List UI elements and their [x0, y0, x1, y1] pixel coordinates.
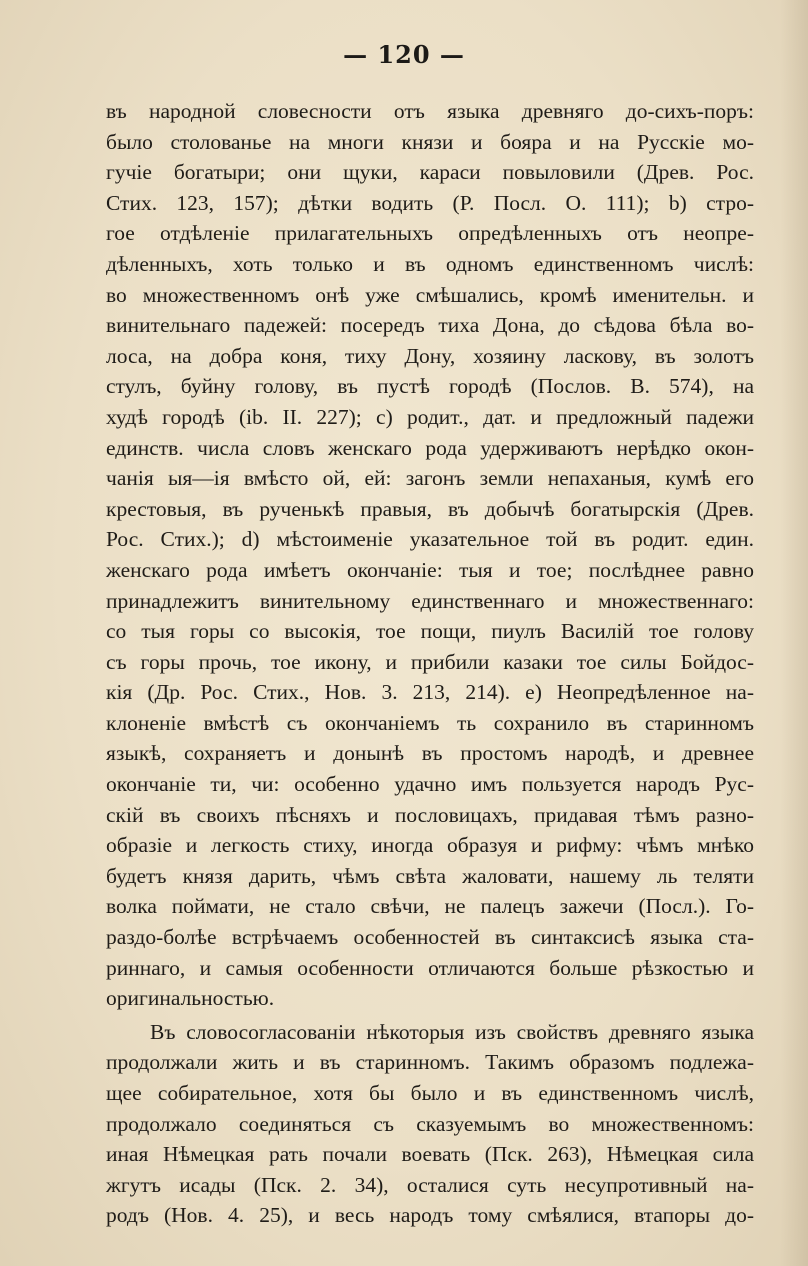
text-line: винительнаго падежей: посередъ тиха Дона, до сѣдова бѣла во-: [106, 313, 754, 338]
text-line: единств. числа словъ женскаго рода удерживаютъ нерѣдко окон-: [106, 435, 754, 460]
text-line: родъ (Нов. 4. 25), и весь народъ тому смѣялися, втапоры до-: [106, 1203, 754, 1228]
text-line: принадлежитъ винительному единственнаго и множественнаго:: [106, 588, 754, 613]
text-line: дѣленныхъ, хоть только и въ одномъ единственномъ числѣ:: [106, 251, 754, 276]
text-line: раздо-болѣе встрѣчаемъ особенностей въ синтаксисѣ языка ста-: [106, 925, 754, 950]
text-line: продолжали жить и въ старинномъ. Такимъ образомъ подлежа-: [106, 1050, 754, 1075]
paragraph-1: [106, 96, 754, 1014]
text-line: со тыя горы со высокія, тое пощи, пиулъ Василій тое голову: [106, 619, 754, 644]
text-line: Рос. Стих.); d) мѣстоименіе указательное той въ родит. един.: [106, 527, 754, 552]
text-line: кія (Др. Рос. Стих., Нов. 3. 213, 214). e) Неопредѣленное на-: [106, 680, 754, 705]
text-line: во множественномъ онѣ уже смѣшались, кромѣ именительн. и: [106, 282, 754, 307]
text-line: гое отдѣленіе прилагательныхъ опредѣленныхъ отъ неопре-: [106, 221, 754, 246]
text-line: было столованье на многи князи и бояра и на Русскіе мо-: [106, 129, 754, 154]
page-edge-shadow: [780, 0, 808, 1266]
text-line: образіе и легкость стиху, иногда образуя и рифму: чѣмъ мнѣко: [106, 833, 754, 858]
text-line: крестовыя, въ рученькѣ правыя, въ добычѣ богатырскія (Древ.: [106, 496, 754, 521]
text-line: стулъ, буйну голову, въ пустѣ городѣ (Послов. В. 574), на: [106, 374, 754, 399]
text-line: волка поймати, не стало свѣчи, не палецъ зажечи (Посл.). Го-: [106, 894, 754, 919]
text-line: съ горы прочь, тое икону, и прибили казаки тое силы Бойдос-: [106, 649, 754, 674]
text-line: лоса, на добра коня, тиху Дону, хозяину ласкову, въ золотъ: [106, 343, 754, 368]
text-line: скій въ своихъ пѣсняхъ и пословицахъ, придавая тѣмъ разно-: [106, 802, 754, 827]
page-number: — 120 —: [343, 40, 465, 69]
text-line: клоненіе вмѣстѣ съ окончаніемъ ть сохранило въ старинномъ: [106, 710, 754, 735]
text-line: оригинальностью.: [106, 986, 275, 1011]
text-line: Стих. 123, 157); дѣтки водить (Р. Посл. О. 111); b) стро-: [106, 190, 754, 215]
text-line: щее собирательное, хотя бы было и въ единственномъ числѣ,: [106, 1081, 754, 1105]
text-line: въ народной словесности отъ языка древняго до-сихъ-поръ:: [106, 99, 754, 123]
text-line: окончаніе ти, чи: особенно удачно имъ пользуется народъ Рус-: [106, 772, 754, 797]
page-body: [106, 96, 754, 1231]
text-line: худѣ городѣ (ib. II. 227); c) родит., дат. и предложный падежи: [106, 404, 754, 429]
text-line: гучіе богатыри; они щуки, караси повыловили (Древ. Рос.: [106, 160, 754, 185]
text-line: чанія ыя—ія вмѣсто ой, ей: загонъ земли непаханыя, кумѣ его: [106, 466, 754, 491]
text-line: иная Нѣмецкая рать почали воевать (Пск. 263), Нѣмецкая сила: [106, 1142, 754, 1167]
text-line: продолжало соединяться съ сказуемымъ во множественномъ:: [106, 1111, 754, 1136]
paragraph-2: [106, 1017, 754, 1231]
text-line: Въ словосогласованіи нѣкоторыя изъ свойствъ древняго языка: [150, 1019, 754, 1044]
text-line: риннаго, и самыя особенности отличаются больше рѣзкостью и: [106, 955, 754, 980]
text-line: жгутъ исады (Пск. 2. 34), осталися суть несупротивный на-: [106, 1172, 754, 1197]
text-line: женскаго рода имѣетъ окончаніе: тыя и тое; послѣднее равно: [106, 557, 754, 582]
text-line: будетъ князя дарить, чѣмъ свѣта жаловати, нашему ль теляти: [106, 863, 754, 888]
text-line: языкѣ, сохраняетъ и донынѣ въ простомъ народѣ, и древнее: [106, 741, 754, 766]
